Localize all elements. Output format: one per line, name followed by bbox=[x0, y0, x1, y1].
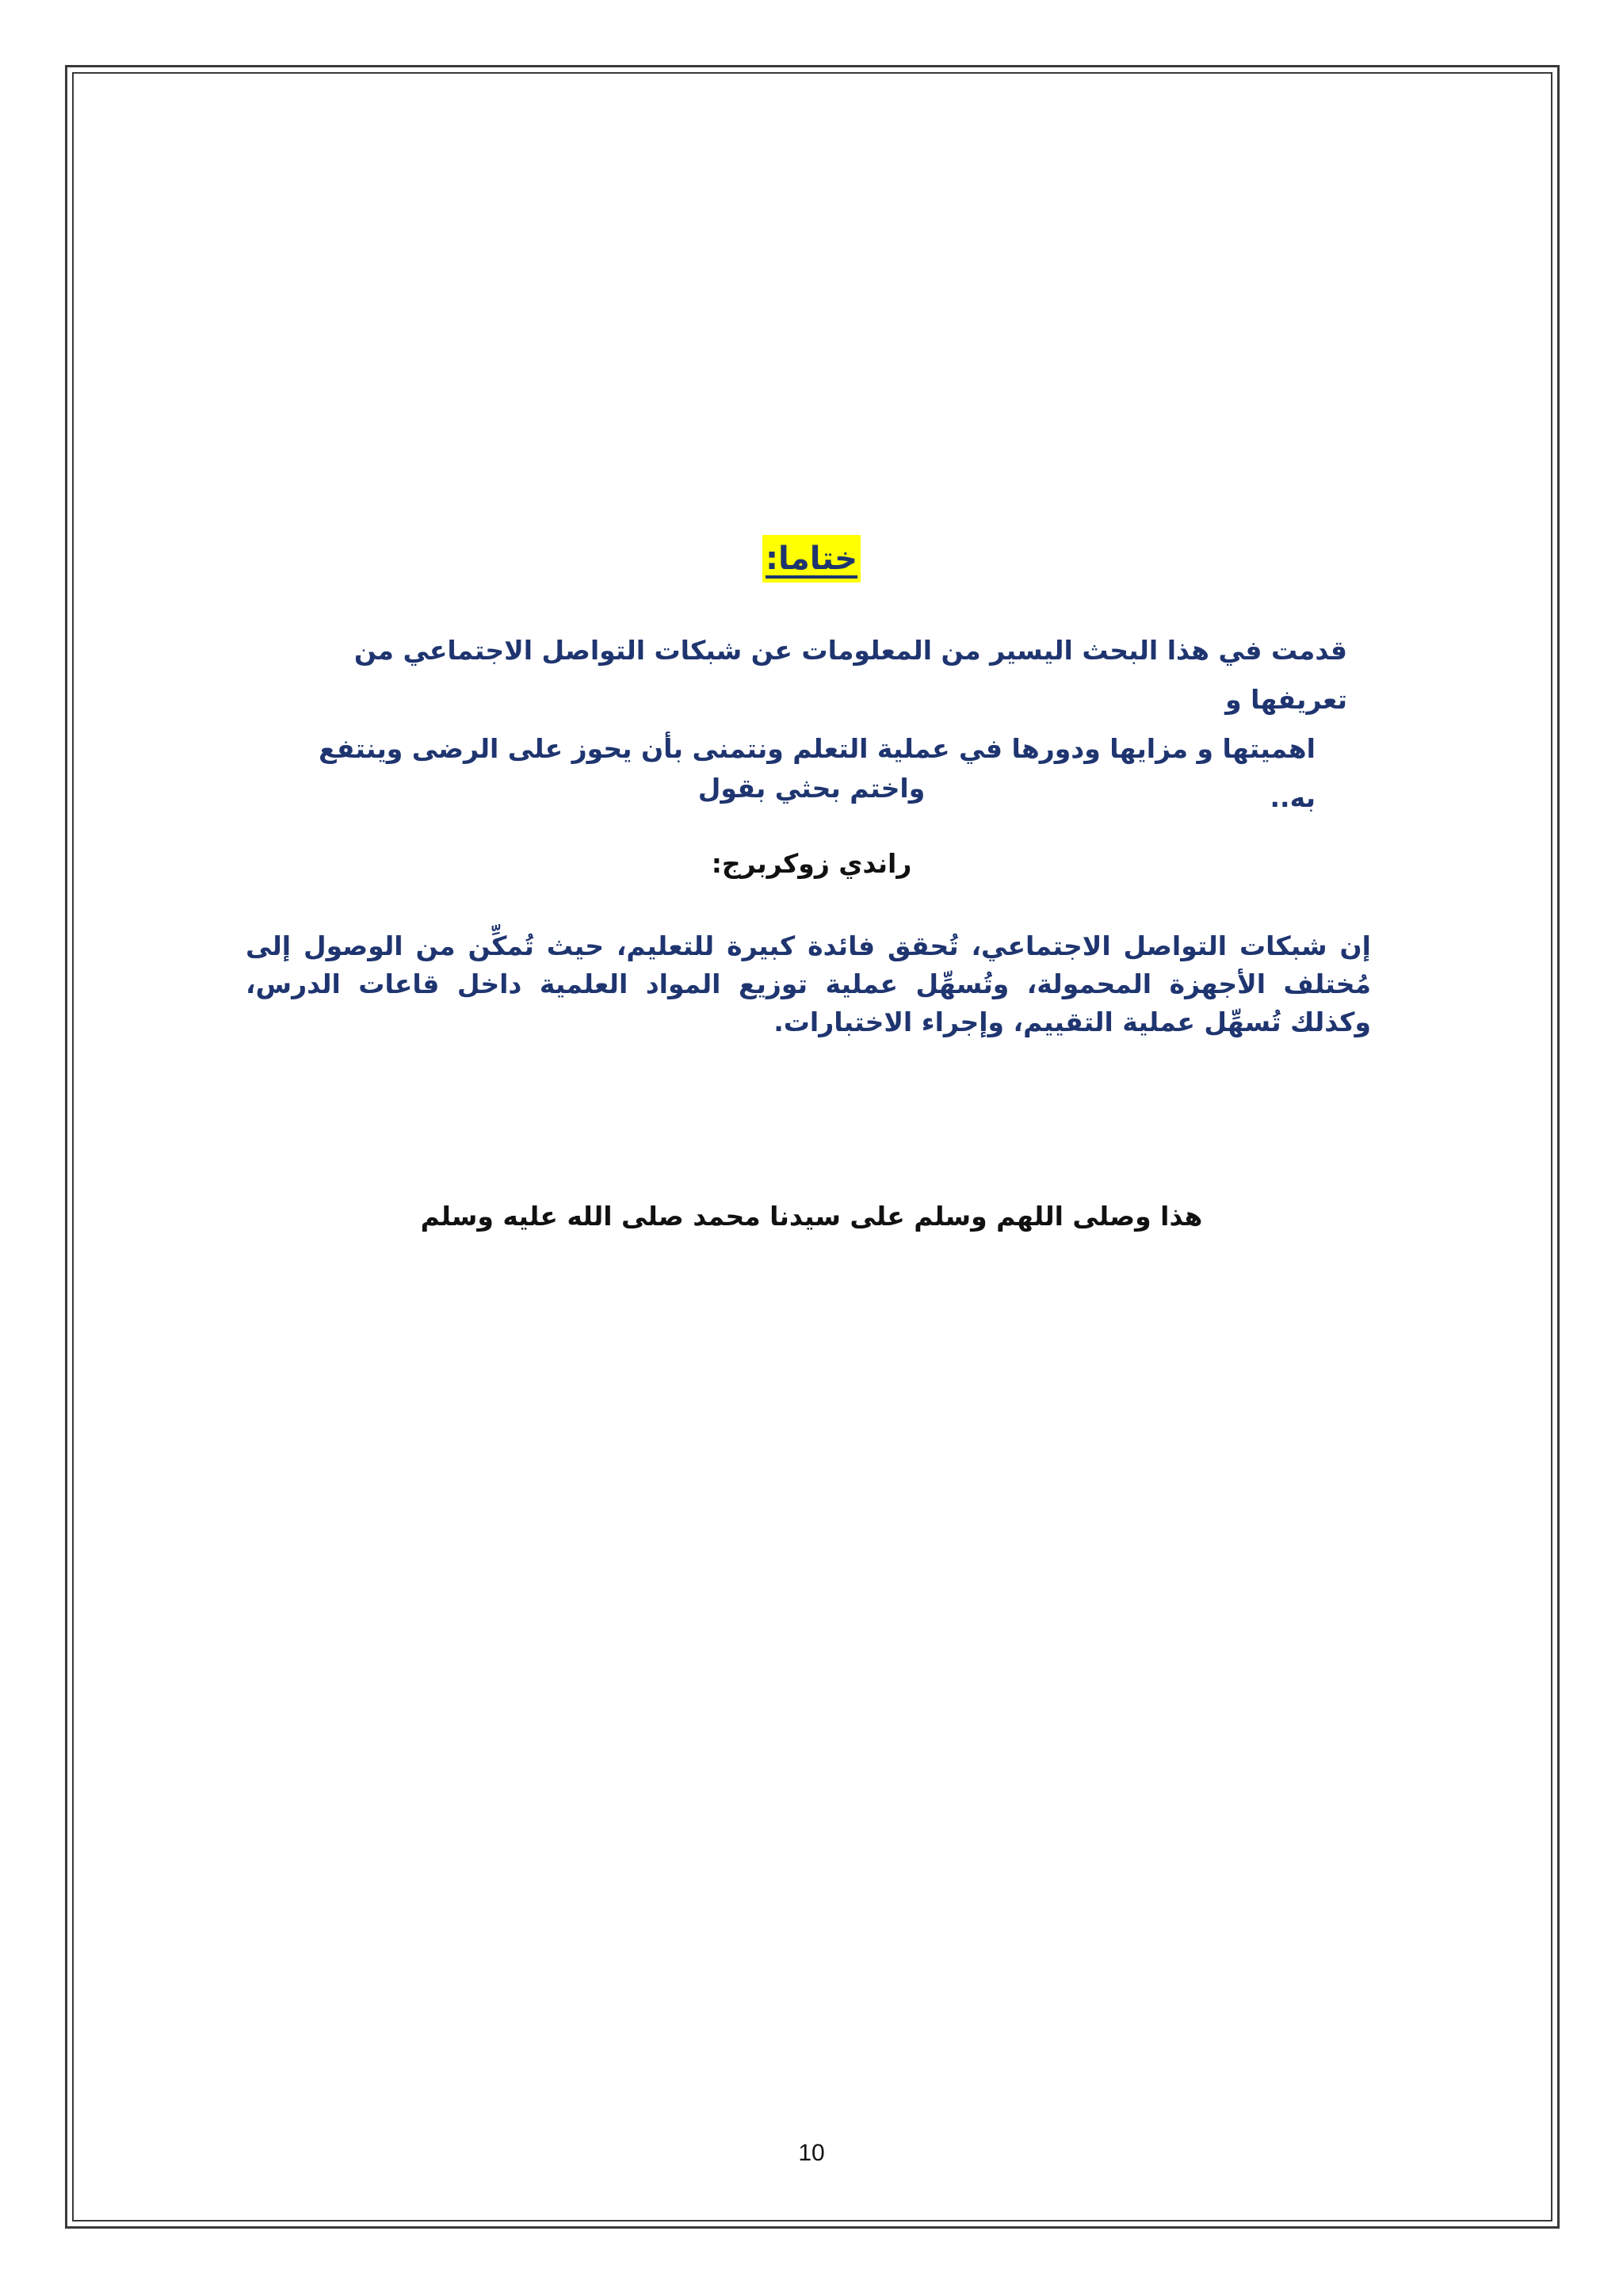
page-number: 10 bbox=[798, 2140, 825, 2166]
closing-intro: واختم بحثي بقول bbox=[697, 773, 926, 804]
intro-line-1: قدمت في هذا البحث اليسير من المعلومات عن شبكات التواصل الاجتماعي من تعريفها و bbox=[353, 635, 1347, 715]
intro-line-2: اهميتها و مزايها ودورها في عملية التعلم ونتمنى بأن يحوز على الرضى وينتفع به.. bbox=[319, 733, 1316, 813]
quote-author: راندي زوكربرج: bbox=[711, 848, 912, 879]
page-border-inner bbox=[72, 72, 1552, 2222]
quote-paragraph: إن شبكات التواصل الاجتماعي، تُحقق فائدة كبيرة للتعليم، حيث تُمكِّن من الوصول إلى مُختلف الأجهزة المحمولة، وتُسهِّل عملية توزيع المواد العلمية داخل قاعات الدرس، وكذلك تُسهِّل عملية التقييم، وإجراء الاختبارات. bbox=[246, 930, 1371, 1037]
section-heading: ختاما: bbox=[762, 535, 861, 583]
heading-container bbox=[0, 535, 1623, 583]
closing-prayer: هذا وصلى اللهم وسلم على سيدنا محمد صلى الله عليه وسلم bbox=[420, 1201, 1203, 1232]
